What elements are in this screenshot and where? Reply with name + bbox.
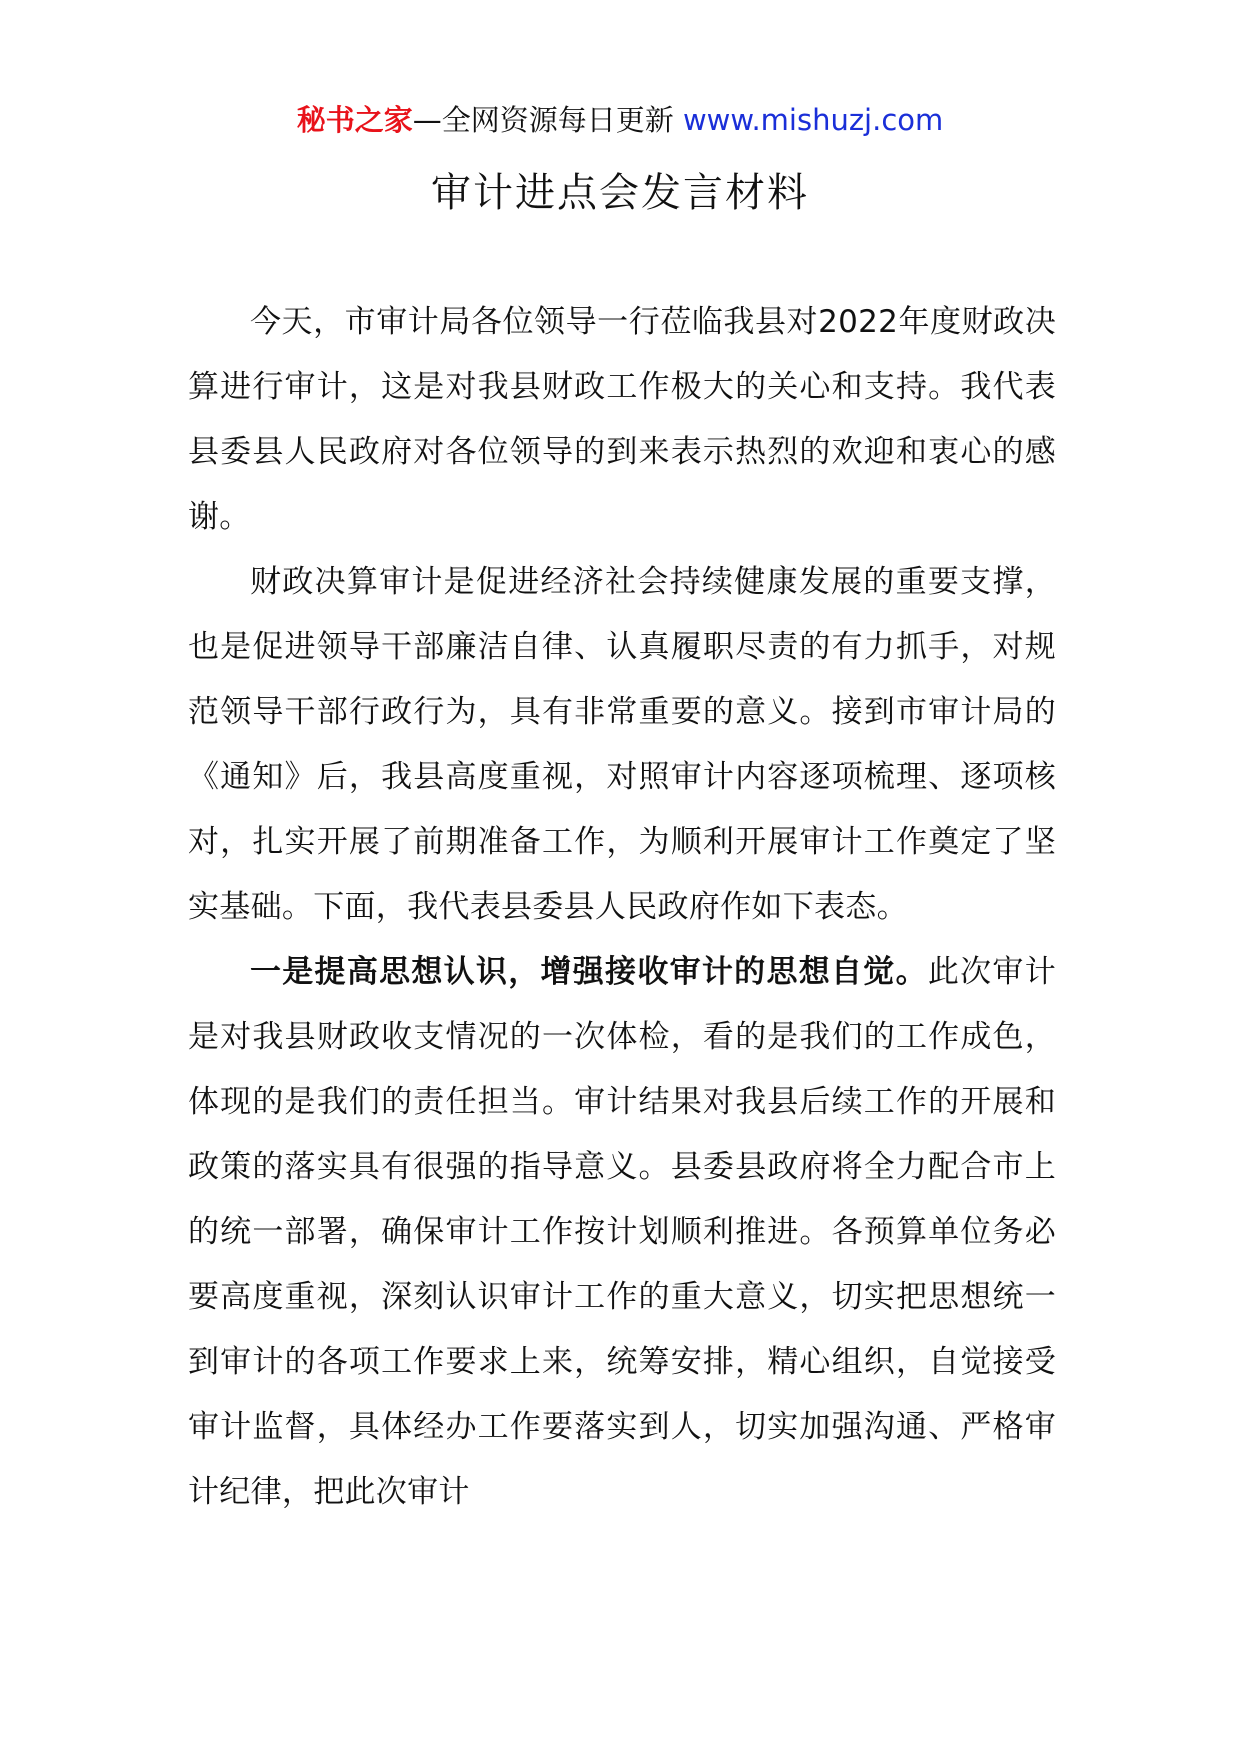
site-header: [0, 100, 1240, 140]
paragraph-significance: 财政决算审计是促进经济社会持续健康发展的重要支撑，也是促进领导干部廉洁自律、认真履职尽责的有力抓手，对规范领导干部行政行为，具有非常重要的意义。接到市审计局的《通知》后，我县高度重视，对照审计内容逐项梳理、逐项核对，扎实开展了前期准备工作，为顺利开展审计工作奠定了坚实基础。下面，我代表县委县人民政府作如下表态。: [188, 564, 1056, 925]
section-one-heading: 一是提高思想认识，增强接收审计的思想自觉。: [250, 954, 928, 990]
paragraph-section-one: [188, 940, 1056, 1525]
header-slogan: —全网资源每日更新: [412, 103, 683, 137]
website-link[interactable]: www.mishuzj.com: [682, 103, 944, 137]
document-title: 审计进点会发言材料: [431, 170, 809, 216]
brand-name: 秘书之家: [296, 103, 413, 137]
document-body: [188, 290, 1056, 1525]
section-one-text: 此次审计是对我县财政收支情况的一次体检，看的是我们的工作成色，体现的是我们的责任担当。审计结果对我县后续工作的开展和政策的落实具有很强的指导意义。县委县政府将全力配合市上的统一部署，确保审计工作按计划顺利推进。各预算单位务必要高度重视，深刻认识审计工作的重大意义，切实把思想统一到审计的各项工作要求上来，统筹安排，精心组织，自觉接受审计监督，具体经办工作要落实到人，切实加强沟通、严格审计纪律，把此次审计: [188, 954, 1056, 1510]
paragraph-welcome: 今天，市审计局各位领导一行莅临我县对2022年度财政决算进行审计，这是对我县财政工作极大的关心和支持。我代表县委县人民政府对各位领导的到来表示热烈的欢迎和衷心的感谢。: [188, 304, 1056, 535]
